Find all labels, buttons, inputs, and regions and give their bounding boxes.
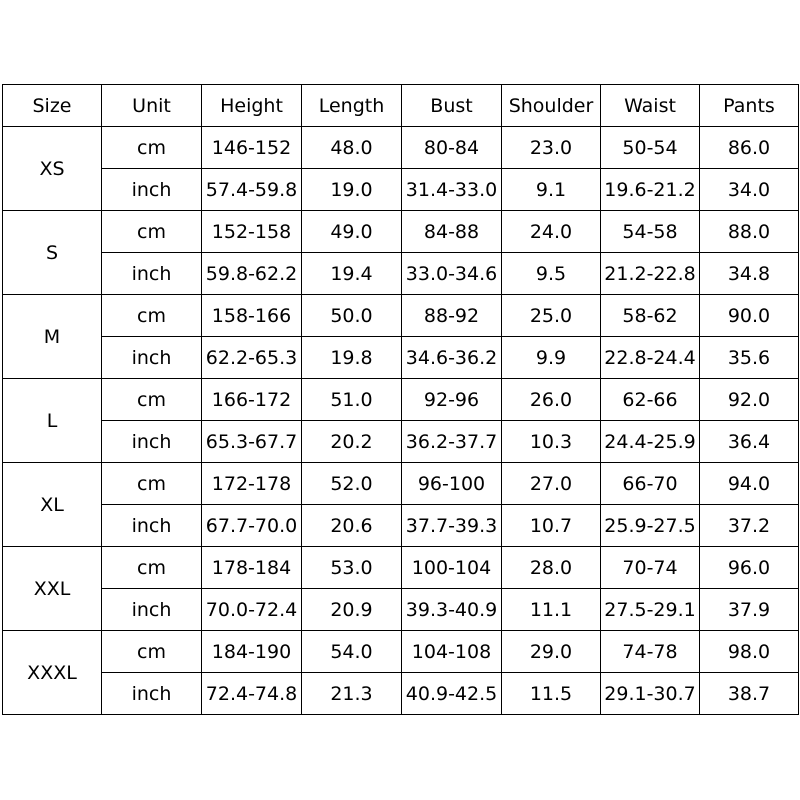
- bust-value-cell: 37.7-39.3: [402, 505, 502, 547]
- length-value-cell: 19.4: [302, 253, 402, 295]
- pants-value-cell: 34.8: [700, 253, 799, 295]
- unit-cell: inch: [102, 253, 202, 295]
- unit-cell: cm: [102, 379, 202, 421]
- shoulder-value-cell: 10.3: [502, 421, 601, 463]
- unit-cell: inch: [102, 421, 202, 463]
- shoulder-value-cell: 26.0: [502, 379, 601, 421]
- header-row: [3, 85, 799, 127]
- shoulder-value-cell: 25.0: [502, 295, 601, 337]
- bust-value-cell: 92-96: [402, 379, 502, 421]
- header-cell-size: Size: [3, 85, 102, 127]
- length-value-cell: 50.0: [302, 295, 402, 337]
- length-value-cell: 54.0: [302, 631, 402, 673]
- table-row: [3, 379, 799, 421]
- shoulder-value-cell: 9.1: [502, 169, 601, 211]
- height-value-cell: 70.0-72.4: [202, 589, 302, 631]
- shoulder-value-cell: 9.5: [502, 253, 601, 295]
- shoulder-value-cell: 28.0: [502, 547, 601, 589]
- pants-value-cell: 37.9: [700, 589, 799, 631]
- table-row: [3, 127, 799, 169]
- bust-value-cell: 31.4-33.0: [402, 169, 502, 211]
- bust-value-cell: 104-108: [402, 631, 502, 673]
- bust-value-cell: 100-104: [402, 547, 502, 589]
- waist-value-cell: 54-58: [601, 211, 700, 253]
- pants-value-cell: 94.0: [700, 463, 799, 505]
- header-cell-waist: Waist: [601, 85, 700, 127]
- unit-cell: inch: [102, 169, 202, 211]
- unit-cell: cm: [102, 211, 202, 253]
- length-value-cell: 19.8: [302, 337, 402, 379]
- pants-value-cell: 35.6: [700, 337, 799, 379]
- unit-cell: cm: [102, 127, 202, 169]
- shoulder-value-cell: 11.1: [502, 589, 601, 631]
- header-cell-unit: Unit: [102, 85, 202, 127]
- table-row: [3, 547, 799, 589]
- unit-cell: inch: [102, 589, 202, 631]
- table-row: [3, 463, 799, 505]
- length-value-cell: 48.0: [302, 127, 402, 169]
- waist-value-cell: 74-78: [601, 631, 700, 673]
- size-table-body: [3, 127, 799, 715]
- header-cell-pants: Pants: [700, 85, 799, 127]
- height-value-cell: 152-158: [202, 211, 302, 253]
- pants-value-cell: 34.0: [700, 169, 799, 211]
- pants-value-cell: 36.4: [700, 421, 799, 463]
- size-label-cell: XXL: [3, 547, 102, 631]
- shoulder-value-cell: 27.0: [502, 463, 601, 505]
- unit-cell: inch: [102, 337, 202, 379]
- length-value-cell: 19.0: [302, 169, 402, 211]
- length-value-cell: 21.3: [302, 673, 402, 715]
- table-row: [3, 631, 799, 673]
- height-value-cell: 65.3-67.7: [202, 421, 302, 463]
- waist-value-cell: 62-66: [601, 379, 700, 421]
- size-label-cell: L: [3, 379, 102, 463]
- size-label-cell: XS: [3, 127, 102, 211]
- length-value-cell: 20.9: [302, 589, 402, 631]
- table-row: [3, 211, 799, 253]
- pants-value-cell: 98.0: [700, 631, 799, 673]
- pants-value-cell: 90.0: [700, 295, 799, 337]
- shoulder-value-cell: 23.0: [502, 127, 601, 169]
- bust-value-cell: 40.9-42.5: [402, 673, 502, 715]
- size-label-cell: S: [3, 211, 102, 295]
- waist-value-cell: 21.2-22.8: [601, 253, 700, 295]
- height-value-cell: 166-172: [202, 379, 302, 421]
- shoulder-value-cell: 11.5: [502, 673, 601, 715]
- height-value-cell: 158-166: [202, 295, 302, 337]
- pants-value-cell: 37.2: [700, 505, 799, 547]
- shoulder-value-cell: 24.0: [502, 211, 601, 253]
- unit-cell: inch: [102, 505, 202, 547]
- height-value-cell: 72.4-74.8: [202, 673, 302, 715]
- shoulder-value-cell: 29.0: [502, 631, 601, 673]
- unit-cell: cm: [102, 547, 202, 589]
- table-row: [3, 673, 799, 715]
- bust-value-cell: 34.6-36.2: [402, 337, 502, 379]
- bust-value-cell: 39.3-40.9: [402, 589, 502, 631]
- size-label-cell: XL: [3, 463, 102, 547]
- height-value-cell: 146-152: [202, 127, 302, 169]
- unit-cell: cm: [102, 463, 202, 505]
- height-value-cell: 184-190: [202, 631, 302, 673]
- height-value-cell: 172-178: [202, 463, 302, 505]
- header-cell-bust: Bust: [402, 85, 502, 127]
- table-row: [3, 169, 799, 211]
- bust-value-cell: 33.0-34.6: [402, 253, 502, 295]
- length-value-cell: 52.0: [302, 463, 402, 505]
- height-value-cell: 57.4-59.8: [202, 169, 302, 211]
- waist-value-cell: 66-70: [601, 463, 700, 505]
- waist-value-cell: 22.8-24.4: [601, 337, 700, 379]
- waist-value-cell: 25.9-27.5: [601, 505, 700, 547]
- bust-value-cell: 96-100: [402, 463, 502, 505]
- height-value-cell: 62.2-65.3: [202, 337, 302, 379]
- bust-value-cell: 36.2-37.7: [402, 421, 502, 463]
- shoulder-value-cell: 10.7: [502, 505, 601, 547]
- length-value-cell: 53.0: [302, 547, 402, 589]
- size-label-cell: M: [3, 295, 102, 379]
- size-chart-table: [2, 84, 799, 715]
- waist-value-cell: 58-62: [601, 295, 700, 337]
- waist-value-cell: 24.4-25.9: [601, 421, 700, 463]
- length-value-cell: 20.2: [302, 421, 402, 463]
- height-value-cell: 178-184: [202, 547, 302, 589]
- bust-value-cell: 84-88: [402, 211, 502, 253]
- table-row: [3, 421, 799, 463]
- unit-cell: inch: [102, 673, 202, 715]
- length-value-cell: 20.6: [302, 505, 402, 547]
- header-cell-length: Length: [302, 85, 402, 127]
- pants-value-cell: 38.7: [700, 673, 799, 715]
- waist-value-cell: 19.6-21.2: [601, 169, 700, 211]
- pants-value-cell: 88.0: [700, 211, 799, 253]
- waist-value-cell: 50-54: [601, 127, 700, 169]
- pants-value-cell: 96.0: [700, 547, 799, 589]
- length-value-cell: 51.0: [302, 379, 402, 421]
- size-label-cell: XXXL: [3, 631, 102, 715]
- waist-value-cell: 27.5-29.1: [601, 589, 700, 631]
- shoulder-value-cell: 9.9: [502, 337, 601, 379]
- table-row: [3, 295, 799, 337]
- header-cell-shoulder: Shoulder: [502, 85, 601, 127]
- pants-value-cell: 86.0: [700, 127, 799, 169]
- header-cell-height: Height: [202, 85, 302, 127]
- unit-cell: cm: [102, 631, 202, 673]
- height-value-cell: 59.8-62.2: [202, 253, 302, 295]
- bust-value-cell: 80-84: [402, 127, 502, 169]
- unit-cell: cm: [102, 295, 202, 337]
- table-row: [3, 337, 799, 379]
- bust-value-cell: 88-92: [402, 295, 502, 337]
- table-row: [3, 253, 799, 295]
- waist-value-cell: 29.1-30.7: [601, 673, 700, 715]
- table-row: [3, 505, 799, 547]
- waist-value-cell: 70-74: [601, 547, 700, 589]
- height-value-cell: 67.7-70.0: [202, 505, 302, 547]
- table-row: [3, 589, 799, 631]
- length-value-cell: 49.0: [302, 211, 402, 253]
- pants-value-cell: 92.0: [700, 379, 799, 421]
